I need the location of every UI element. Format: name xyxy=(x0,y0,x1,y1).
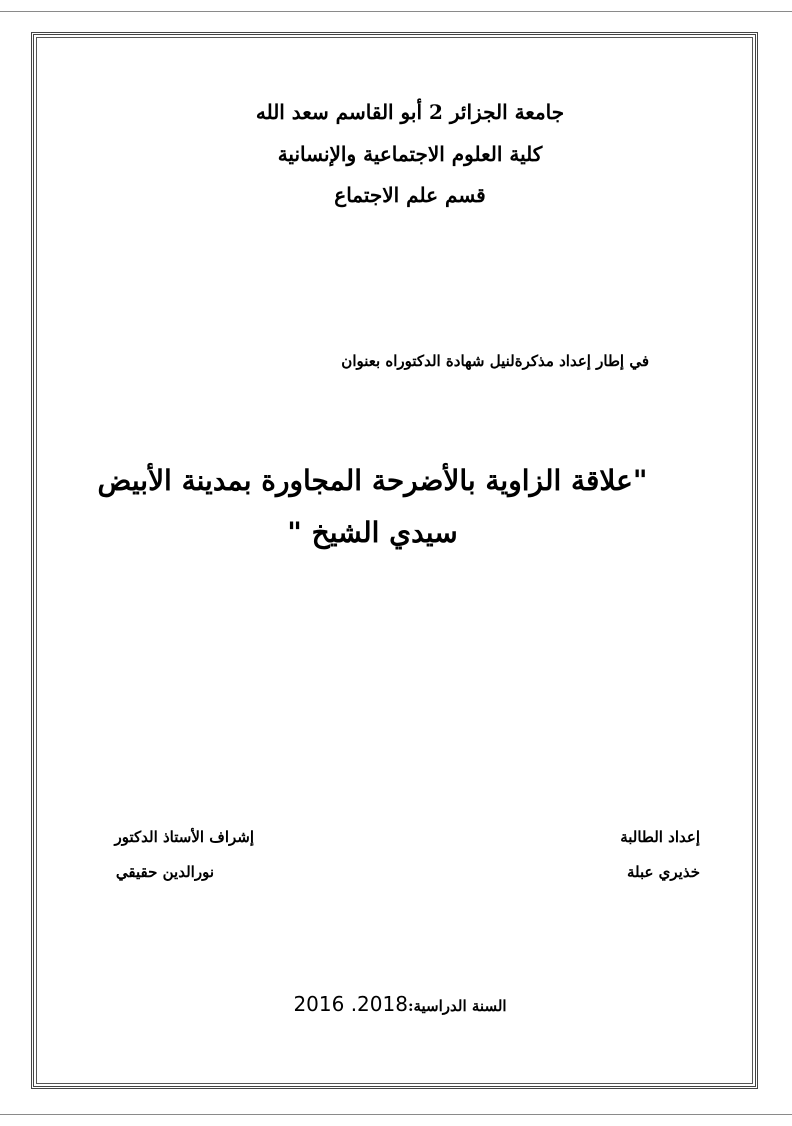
bottom-rule xyxy=(0,1114,792,1115)
academic-year-label: السنة الدراسية: xyxy=(407,997,507,1015)
university-name: جامعة الجزائر 2 أبو القاسم سعد الله xyxy=(255,100,565,124)
intro-text: في إطار إعداد مذكرةلنيل شهادة الدكتوراه بعنوان xyxy=(341,352,649,370)
thesis-title: "علاقة الزاوية بالأضرحة المجاورة بمدينة الأبيض سيدي الشيخ " xyxy=(97,464,648,549)
academic-year-value: 2016 .2018 xyxy=(293,992,408,1016)
student-label: إعداد الطالبة xyxy=(620,828,700,846)
top-rule xyxy=(0,11,792,12)
student-name: خذيري عبلة xyxy=(626,863,700,881)
faculty-name: كلية العلوم الاجتماعية والإنسانية xyxy=(277,142,543,166)
department-name: قسم علم الاجتماع xyxy=(334,183,486,207)
academic-year xyxy=(280,990,520,1020)
supervisor-label: إشراف الأستاذ الدكتور xyxy=(114,828,254,846)
supervisor-name: نورالدين حقيقي xyxy=(115,863,214,881)
